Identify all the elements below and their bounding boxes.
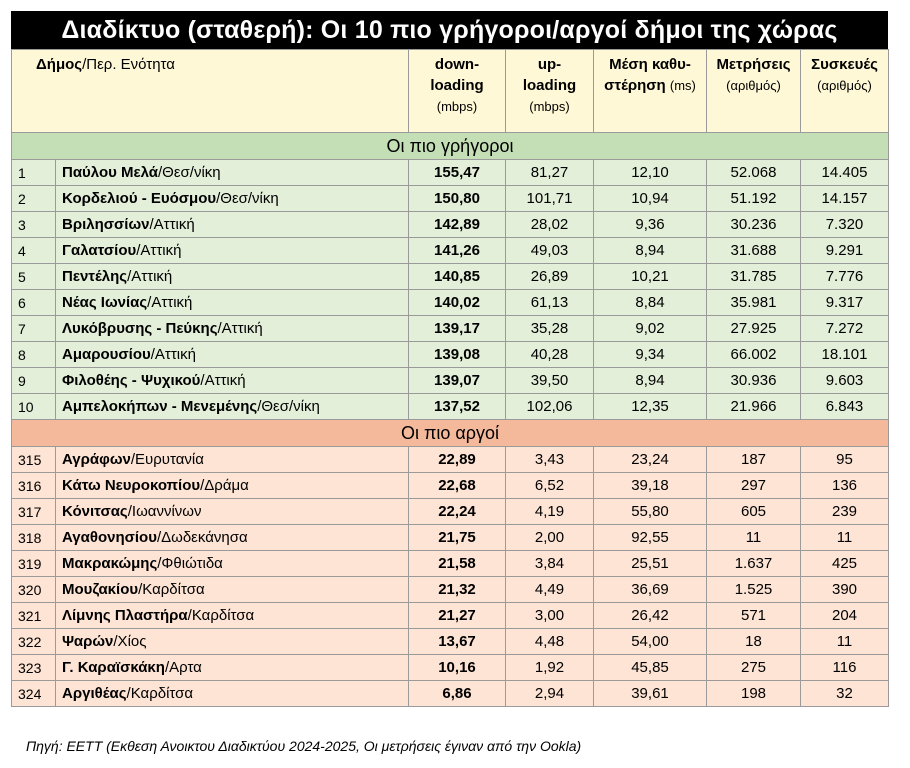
latency-cell: 12,10 [594, 160, 707, 186]
region-name: /Αττική [217, 320, 263, 337]
municipality-cell [56, 473, 409, 499]
region-name: /Αττική [150, 346, 196, 363]
devices-cell: 11 [801, 525, 889, 551]
table-body [12, 133, 889, 707]
table-row [12, 342, 889, 368]
municipality-cell [56, 316, 409, 342]
header-download-line2: loading [430, 77, 484, 94]
devices-cell: 425 [801, 551, 889, 577]
download-cell: 10,16 [409, 655, 506, 681]
rank-cell: 1 [12, 160, 56, 186]
region-name: /Αττική [149, 216, 195, 233]
municipality-name: Αμπελοκήπων - Μενεμένης [62, 398, 258, 415]
latency-cell: 9,36 [594, 212, 707, 238]
header-devices [801, 50, 889, 133]
upload-cell: 81,27 [506, 160, 594, 186]
upload-cell: 40,28 [506, 342, 594, 368]
region-name: /Καρδίτσα [187, 607, 255, 624]
header-upload [506, 50, 594, 133]
header-measurements [707, 50, 801, 133]
upload-cell: 2,94 [506, 681, 594, 707]
municipality-name: Αμαρουσίου [62, 346, 151, 363]
header-upload-line1: up- [537, 56, 562, 73]
table-row [12, 655, 889, 681]
municipality-cell [56, 212, 409, 238]
download-cell: 6,86 [409, 681, 506, 707]
devices-cell: 95 [801, 447, 889, 473]
table-frame [11, 11, 888, 707]
upload-cell: 101,71 [506, 186, 594, 212]
region-name: /Αρτα [164, 659, 202, 676]
upload-cell: 26,89 [506, 264, 594, 290]
measurements-cell: 31.785 [707, 264, 801, 290]
table-row [12, 290, 889, 316]
municipality-cell [56, 447, 409, 473]
municipality-name: Βριλησσίων [62, 216, 150, 233]
table-row [12, 681, 889, 707]
municipality-cell [56, 368, 409, 394]
latency-cell: 10,94 [594, 186, 707, 212]
region-name: /Φθιώτιδα [157, 555, 223, 572]
rank-cell: 320 [12, 577, 56, 603]
measurements-cell: 11 [707, 525, 801, 551]
header-region-label: /Περ. Ενότητα [82, 56, 175, 73]
municipality-name: Κάτω Νευροκοπίου [62, 477, 201, 494]
latency-cell: 25,51 [594, 551, 707, 577]
download-cell: 140,85 [409, 264, 506, 290]
measurements-cell: 30.936 [707, 368, 801, 394]
upload-cell: 35,28 [506, 316, 594, 342]
table-row [12, 603, 889, 629]
source-note: Πηγή: ΕΕΤΤ (Εκθεση Ανοικτου Διαδικτύου 2024-2025, Οι μετρήσεις έγιναν από την Ookla) [26, 738, 582, 754]
download-cell: 139,08 [409, 342, 506, 368]
region-name: /Χίος [113, 633, 147, 650]
devices-cell: 11 [801, 629, 889, 655]
upload-cell: 102,06 [506, 394, 594, 420]
rank-cell: 318 [12, 525, 56, 551]
upload-cell: 28,02 [506, 212, 594, 238]
table-row [12, 473, 889, 499]
municipality-name: Νέας Ιωνίας [62, 294, 148, 311]
download-cell: 140,02 [409, 290, 506, 316]
municipality-name: Λυκόβρυσης - Πεύκης [62, 320, 218, 337]
download-cell: 21,27 [409, 603, 506, 629]
municipality-name: Κόνιτσας [62, 503, 128, 520]
download-cell: 150,80 [409, 186, 506, 212]
measurements-cell: 27.925 [707, 316, 801, 342]
rank-cell: 7 [12, 316, 56, 342]
upload-cell: 4,19 [506, 499, 594, 525]
municipality-name: Αργιθέας [62, 685, 127, 702]
download-cell: 22,68 [409, 473, 506, 499]
region-name: /Αττική [136, 242, 182, 259]
header-municipality [12, 50, 409, 133]
table-row [12, 447, 889, 473]
devices-cell: 9.291 [801, 238, 889, 264]
rank-cell: 5 [12, 264, 56, 290]
latency-cell: 10,21 [594, 264, 707, 290]
latency-cell: 55,80 [594, 499, 707, 525]
region-name: /Καρδίτσα [138, 581, 205, 598]
table-row [12, 551, 889, 577]
municipality-name: Φιλοθέης - Ψυχικού [62, 372, 201, 389]
devices-cell: 9.317 [801, 290, 889, 316]
devices-cell: 136 [801, 473, 889, 499]
upload-cell: 6,52 [506, 473, 594, 499]
header-latency [594, 50, 707, 133]
latency-cell: 54,00 [594, 629, 707, 655]
latency-cell: 8,94 [594, 238, 707, 264]
devices-cell: 32 [801, 681, 889, 707]
header-download-unit: (mbps) [436, 99, 478, 114]
download-cell: 155,47 [409, 160, 506, 186]
measurements-cell: 52.068 [707, 160, 801, 186]
download-cell: 142,89 [409, 212, 506, 238]
region-name: /Θεσ/νίκη [158, 164, 221, 181]
header-upload-line2: loading [522, 77, 577, 94]
devices-cell: 7.776 [801, 264, 889, 290]
measurements-cell: 30.236 [707, 212, 801, 238]
measurements-cell: 18 [707, 629, 801, 655]
municipality-cell [56, 577, 409, 603]
table-row [12, 316, 889, 342]
municipality-name: Λίμνης Πλαστήρα [62, 607, 188, 624]
download-cell: 21,32 [409, 577, 506, 603]
upload-cell: 61,13 [506, 290, 594, 316]
latency-cell: 8,84 [594, 290, 707, 316]
upload-cell: 4,49 [506, 577, 594, 603]
devices-cell: 14.405 [801, 160, 889, 186]
header-measurements-unit: (αριθμός) [726, 78, 781, 93]
section-heading: Οι πιο αργοί [12, 420, 889, 447]
download-cell: 139,17 [409, 316, 506, 342]
upload-cell: 2,00 [506, 525, 594, 551]
upload-cell: 3,43 [506, 447, 594, 473]
municipality-cell [56, 499, 409, 525]
latency-cell: 36,69 [594, 577, 707, 603]
municipality-name: Κορδελιού - Ευόσμου [62, 190, 217, 207]
region-name: /Θεσ/νίκη [257, 398, 320, 415]
latency-cell: 9,02 [594, 316, 707, 342]
download-cell: 21,58 [409, 551, 506, 577]
municipality-name: Παύλου Μελά [62, 164, 158, 181]
devices-cell: 14.157 [801, 186, 889, 212]
download-cell: 21,75 [409, 525, 506, 551]
section-heading-row [12, 420, 889, 447]
devices-cell: 9.603 [801, 368, 889, 394]
table-row [12, 160, 889, 186]
download-cell: 141,26 [409, 238, 506, 264]
download-cell: 13,67 [409, 629, 506, 655]
municipality-name: Γαλατσίου [62, 242, 137, 259]
measurements-cell: 21.966 [707, 394, 801, 420]
header-devices-unit: (αριθμός) [817, 78, 872, 93]
measurements-cell: 275 [707, 655, 801, 681]
latency-cell: 45,85 [594, 655, 707, 681]
header-latency-line1: Μέση καθυ- [609, 56, 691, 73]
latency-cell: 39,18 [594, 473, 707, 499]
region-name: /Δωδεκάνησα [156, 529, 248, 546]
rank-cell: 323 [12, 655, 56, 681]
download-cell: 22,24 [409, 499, 506, 525]
rank-cell: 4 [12, 238, 56, 264]
header-measurements-label: Μετρήσεις [716, 56, 791, 73]
header-municipality-label: Δήμος [36, 56, 83, 73]
municipality-cell [56, 290, 409, 316]
measurements-cell: 66.002 [707, 342, 801, 368]
rank-cell: 316 [12, 473, 56, 499]
measurements-cell: 31.688 [707, 238, 801, 264]
municipality-cell [56, 394, 409, 420]
table-row [12, 238, 889, 264]
table-row [12, 577, 889, 603]
municipality-cell [56, 629, 409, 655]
header-latency-line2: στέρηση [604, 77, 666, 94]
latency-cell: 23,24 [594, 447, 707, 473]
devices-cell: 6.843 [801, 394, 889, 420]
rank-cell: 6 [12, 290, 56, 316]
rank-cell: 2 [12, 186, 56, 212]
rank-cell: 322 [12, 629, 56, 655]
region-name: /Αττική [147, 294, 193, 311]
measurements-cell: 1.637 [707, 551, 801, 577]
upload-cell: 49,03 [506, 238, 594, 264]
download-cell: 22,89 [409, 447, 506, 473]
municipality-name: Μακρακώμης [62, 555, 158, 572]
municipality-cell [56, 655, 409, 681]
devices-cell: 204 [801, 603, 889, 629]
table-row [12, 212, 889, 238]
upload-cell: 1,92 [506, 655, 594, 681]
measurements-cell: 571 [707, 603, 801, 629]
upload-cell: 39,50 [506, 368, 594, 394]
table-row [12, 499, 889, 525]
municipality-cell [56, 160, 409, 186]
municipality-name: Ψαρών [62, 633, 114, 650]
table-header [12, 50, 889, 133]
region-name: /Αττική [127, 268, 173, 285]
section-heading: Οι πιο γρήγοροι [12, 133, 889, 160]
municipality-name: Αγαθονησίου [62, 529, 157, 546]
devices-cell: 18.101 [801, 342, 889, 368]
region-name: /Ευρυτανία [130, 451, 204, 468]
table-row [12, 629, 889, 655]
latency-cell: 92,55 [594, 525, 707, 551]
rank-cell: 324 [12, 681, 56, 707]
devices-cell: 390 [801, 577, 889, 603]
page-title: Διαδίκτυο (σταθερή): Οι 10 πιο γρήγοροι/αργοί δήμοι της χώρας [11, 11, 888, 49]
upload-cell: 3,84 [506, 551, 594, 577]
municipality-cell [56, 551, 409, 577]
municipality-cell [56, 525, 409, 551]
latency-cell: 9,34 [594, 342, 707, 368]
table-row [12, 394, 889, 420]
table-row [12, 186, 889, 212]
municipality-name: Γ. Καραϊσκάκη [62, 659, 165, 676]
measurements-cell: 198 [707, 681, 801, 707]
municipality-cell [56, 342, 409, 368]
rank-cell: 321 [12, 603, 56, 629]
table-row [12, 368, 889, 394]
municipality-cell [56, 603, 409, 629]
header-download-line1: down- [434, 56, 480, 73]
devices-cell: 116 [801, 655, 889, 681]
municipality-name: Μουζακίου [62, 581, 139, 598]
rank-cell: 9 [12, 368, 56, 394]
region-name: /Αττική [200, 372, 246, 389]
region-name: /Ιωαννίνων [127, 503, 202, 520]
municipality-cell [56, 186, 409, 212]
devices-cell: 7.272 [801, 316, 889, 342]
municipality-name: Πεντέλης [62, 268, 128, 285]
measurements-cell: 35.981 [707, 290, 801, 316]
download-cell: 139,07 [409, 368, 506, 394]
header-download [409, 50, 506, 133]
rank-cell: 3 [12, 212, 56, 238]
measurements-cell: 1.525 [707, 577, 801, 603]
table-row [12, 525, 889, 551]
municipality-cell [56, 681, 409, 707]
measurements-cell: 51.192 [707, 186, 801, 212]
municipality-cell [56, 238, 409, 264]
devices-cell: 239 [801, 499, 889, 525]
measurements-cell: 297 [707, 473, 801, 499]
upload-cell: 3,00 [506, 603, 594, 629]
latency-cell: 8,94 [594, 368, 707, 394]
latency-cell: 39,61 [594, 681, 707, 707]
measurements-cell: 605 [707, 499, 801, 525]
section-heading-row [12, 133, 889, 160]
table-row [12, 264, 889, 290]
rank-cell: 315 [12, 447, 56, 473]
region-name: /Θεσ/νίκη [216, 190, 279, 207]
data-table [11, 49, 889, 707]
latency-cell: 26,42 [594, 603, 707, 629]
rank-cell: 8 [12, 342, 56, 368]
rank-cell: 10 [12, 394, 56, 420]
download-cell: 137,52 [409, 394, 506, 420]
municipality-name: Αγράφων [62, 451, 131, 468]
region-name: /Καρδίτσα [126, 685, 194, 702]
devices-cell: 7.320 [801, 212, 889, 238]
municipality-cell [56, 264, 409, 290]
header-devices-label: Συσκευές [811, 56, 878, 73]
header-latency-unit: (ms) [669, 78, 696, 93]
header-upload-unit: (mbps) [529, 99, 570, 114]
rank-cell: 317 [12, 499, 56, 525]
region-name: /Δράμα [200, 477, 249, 494]
upload-cell: 4,48 [506, 629, 594, 655]
rank-cell: 319 [12, 551, 56, 577]
measurements-cell: 187 [707, 447, 801, 473]
latency-cell: 12,35 [594, 394, 707, 420]
